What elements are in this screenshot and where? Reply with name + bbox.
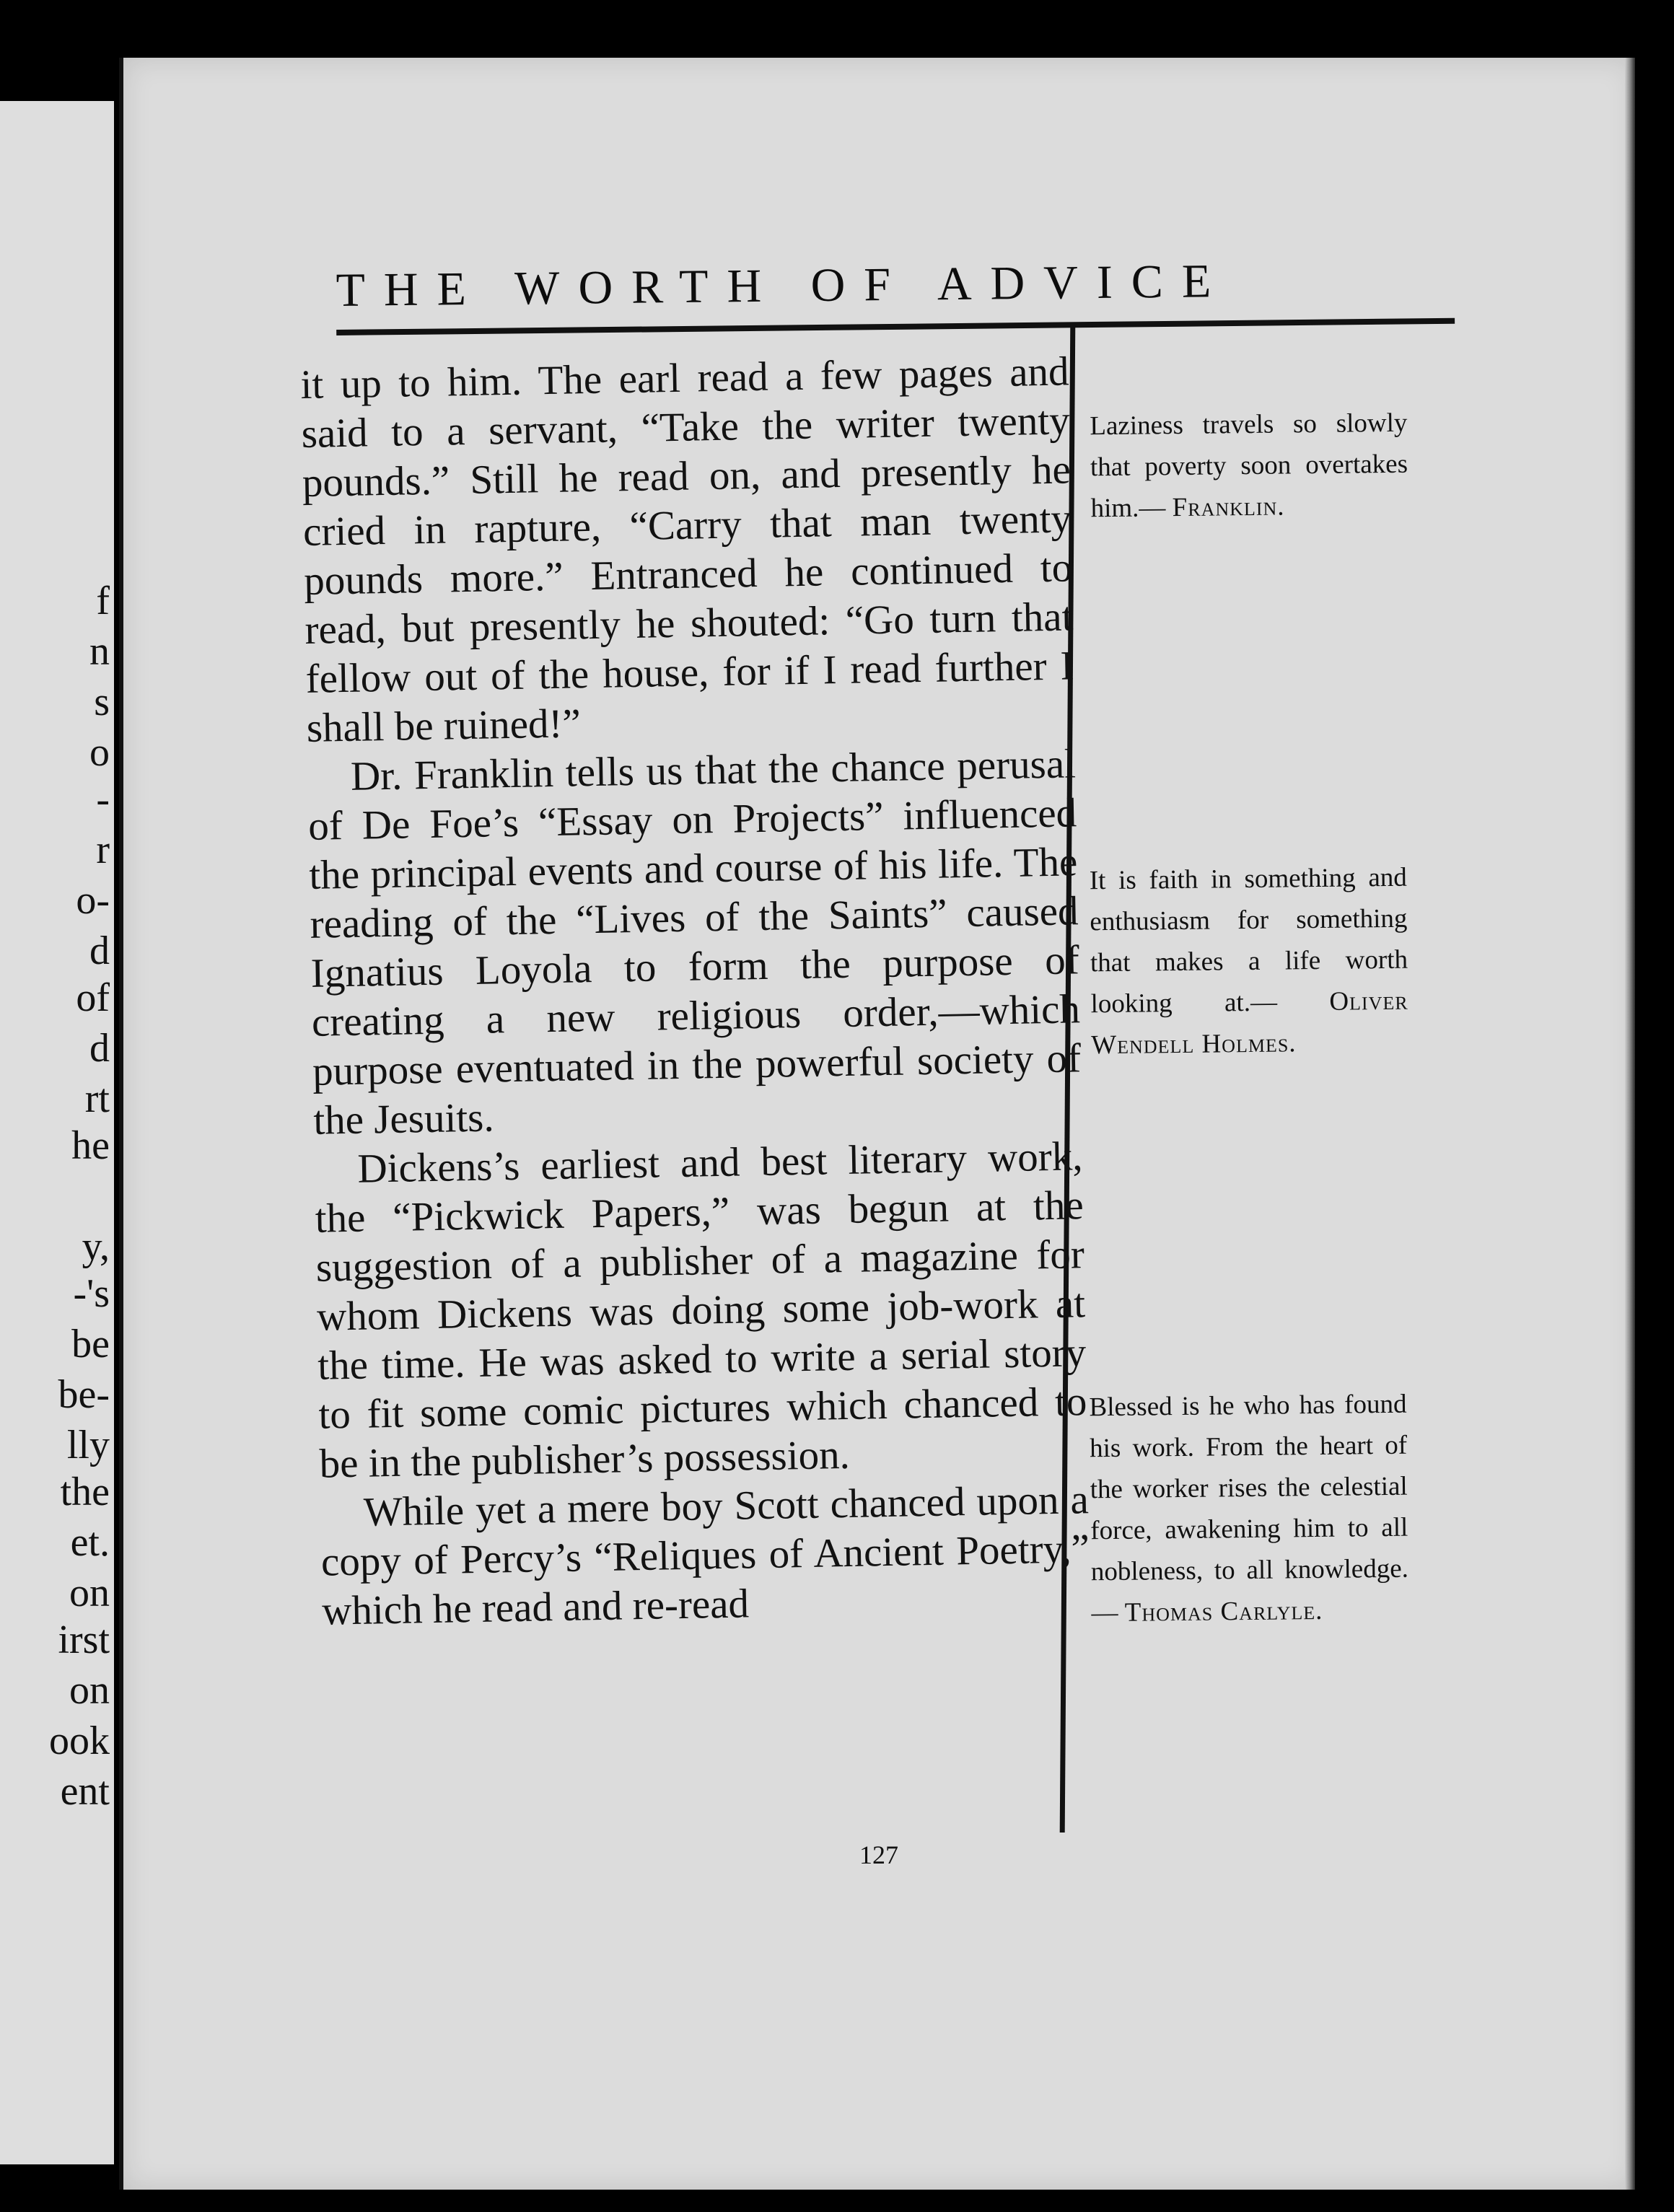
left-fragment: on bbox=[69, 1571, 110, 1615]
left-fragment: ent bbox=[60, 1769, 110, 1814]
left-fragment: et. bbox=[70, 1520, 110, 1565]
left-fragment: of bbox=[76, 975, 110, 1020]
left-fragment: rt bbox=[84, 1076, 110, 1121]
page-edge-shadow bbox=[1625, 58, 1635, 2190]
paragraph: While yet a mere boy Scott chanced upon a copy of Percy’s “Reliques of Ancient Poetry,” which he read and re-read bbox=[320, 1477, 1090, 1634]
quote-author: Oliver Wendell Holmes. bbox=[1090, 986, 1408, 1061]
quote-text: It is faith in something and enthusiasm for something that makes a life worth looking at.— bbox=[1089, 862, 1408, 1019]
left-fragment: ook bbox=[49, 1719, 110, 1763]
main-text-column bbox=[300, 347, 1091, 1636]
left-fragment: irst bbox=[58, 1618, 110, 1662]
left-fragment: be bbox=[71, 1322, 110, 1366]
left-fragment: s bbox=[94, 680, 110, 724]
paragraph: Dickens’s earliest and best literary work, the “Pickwick Papers,” was begun at the suggestion of a publisher of a magazine for whom Dickens was doing some job-work at the time. He was asked to write a serial story to fit some comic pictures which chanced to be in the publisher’s possession. bbox=[315, 1133, 1087, 1487]
left-fragment: -'s bbox=[73, 1271, 110, 1316]
paragraph: it up to him. The earl read a few pages and said to a servant, “Take the writer twenty pounds.” Still he read on, and presently he cried in rapture, “Carry that man twenty pounds more.” Entranced he continued to read, but presently he shouted: “Go turn that fellow out of the house, for if I read further I shall be ruined!” bbox=[300, 348, 1075, 751]
quote-text: Laziness travels so slowly that poverty soon overtakes him.— bbox=[1090, 408, 1408, 524]
left-fragment: n bbox=[89, 629, 110, 674]
left-facing-page bbox=[0, 101, 114, 2164]
left-fragment: on bbox=[69, 1668, 110, 1713]
sidebar-quote bbox=[1090, 403, 1408, 530]
left-fragment: d bbox=[89, 929, 110, 973]
left-fragment: be- bbox=[58, 1372, 110, 1417]
sidebar-quote bbox=[1089, 1384, 1409, 1634]
quote-author: Franklin. bbox=[1172, 491, 1285, 523]
left-fragment: d bbox=[89, 1026, 110, 1071]
left-fragment: - bbox=[96, 777, 110, 822]
paragraph: Dr. Franklin tells us that the chance perusal of De Foe’s “Essay on Projects” influenced the principal events and course of his life. The reading of the “Lives of the Saints” caused Ignatius Loyola to form the purpose of creating a new religious order,—which purpose eventuated in the powerful society of the Jesuits. bbox=[307, 741, 1082, 1144]
left-fragment: the bbox=[60, 1470, 110, 1514]
left-fragment: lly bbox=[66, 1423, 110, 1467]
running-head-rule bbox=[336, 318, 1455, 335]
quote-author: Thomas Carlyle. bbox=[1124, 1595, 1323, 1628]
left-fragment: he bbox=[71, 1123, 110, 1168]
quote-text: Blessed is he who has found his work. From the heart of the worker rises the celestial force, awakening him to all nobleness, to all knowledge.— bbox=[1089, 1389, 1409, 1628]
page-number: 127 bbox=[859, 1840, 898, 1869]
running-head bbox=[336, 251, 1491, 318]
left-fragment: f bbox=[96, 579, 110, 623]
book-page bbox=[119, 58, 1635, 2190]
sidebar-quote bbox=[1090, 857, 1409, 1066]
left-fragment: o- bbox=[76, 878, 110, 923]
left-fragment: r bbox=[96, 828, 110, 872]
running-head-title: THE WORTH OF ADVICE bbox=[336, 255, 1230, 317]
left-fragment: y, bbox=[82, 1224, 110, 1269]
left-fragment: o bbox=[89, 730, 110, 775]
